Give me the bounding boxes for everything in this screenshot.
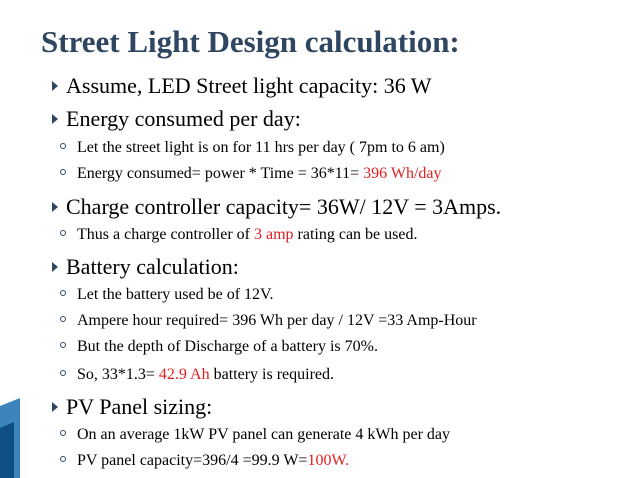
sub-bullet-item <box>60 138 445 158</box>
circle-bullet-icon <box>60 143 66 149</box>
circle-bullet-icon <box>60 456 66 462</box>
slide-title: Street Light Design calculation: <box>41 24 460 59</box>
sub-bullet-item <box>60 425 450 445</box>
corner-decoration <box>0 398 20 478</box>
bullet-item <box>52 254 239 280</box>
circle-bullet-icon <box>60 316 66 322</box>
arrow-bullet-icon <box>52 81 58 91</box>
sub-bullet-item <box>60 311 477 331</box>
bullet-text: battery is required. <box>209 366 334 383</box>
circle-bullet-icon <box>60 169 66 175</box>
sub-bullet-item <box>60 451 349 471</box>
circle-bullet-icon <box>60 290 66 296</box>
bullet-text: But the depth of Discharge of a battery is 70%. <box>77 338 378 355</box>
sub-bullet-item <box>60 285 274 305</box>
circle-bullet-icon <box>60 370 66 376</box>
highlighted-value: 100W. <box>307 452 350 469</box>
sub-bullet-item <box>60 164 442 184</box>
arrow-bullet-icon <box>52 202 58 212</box>
highlighted-value: 42.9 Ah <box>158 366 210 383</box>
bullet-item <box>52 194 501 220</box>
bullet-text: Thus a charge controller of <box>77 226 254 243</box>
bullet-text: PV panel capacity=396/4 =99.9 W= <box>77 452 308 469</box>
bullet-item <box>52 73 432 99</box>
sub-bullet-item <box>60 365 334 385</box>
highlighted-value: 396 Wh/day <box>363 165 442 182</box>
bullet-text: Let the battery used be of 12V. <box>77 286 274 303</box>
circle-bullet-icon <box>60 342 66 348</box>
bullet-text: So, 33*1.3= <box>77 366 159 383</box>
bullet-text: Battery calculation: <box>66 254 239 279</box>
bullet-text: Let the street light is on for 11 hrs per day ( 7pm to 6 am) <box>77 139 445 156</box>
bullet-item <box>52 106 301 132</box>
bullet-item <box>52 394 212 420</box>
arrow-bullet-icon <box>52 262 58 272</box>
circle-bullet-icon <box>60 430 66 436</box>
bullet-text: On an average 1kW PV panel can generate 4 kWh per day <box>77 426 451 443</box>
sub-bullet-item <box>60 225 417 245</box>
arrow-bullet-icon <box>52 114 58 124</box>
sub-bullet-item <box>60 337 378 357</box>
arrow-bullet-icon <box>52 402 58 412</box>
bullet-text: rating can be used. <box>293 226 418 243</box>
bullet-text: Charge controller capacity= 36W/ 12V = 3Amps. <box>66 194 502 219</box>
bullet-text: Assume, LED Street light capacity: 36 W <box>66 73 432 98</box>
bullet-text: Ampere hour required= 396 Wh per day / 12V =33 Amp-Hour <box>77 312 477 329</box>
bullet-text: PV Panel sizing: <box>66 394 213 419</box>
circle-bullet-icon <box>60 230 66 236</box>
bullet-text: Energy consumed per day: <box>66 106 301 131</box>
bullet-text: Energy consumed= power * Time = 36*11= <box>77 165 364 182</box>
highlighted-value: 3 amp <box>253 226 294 243</box>
